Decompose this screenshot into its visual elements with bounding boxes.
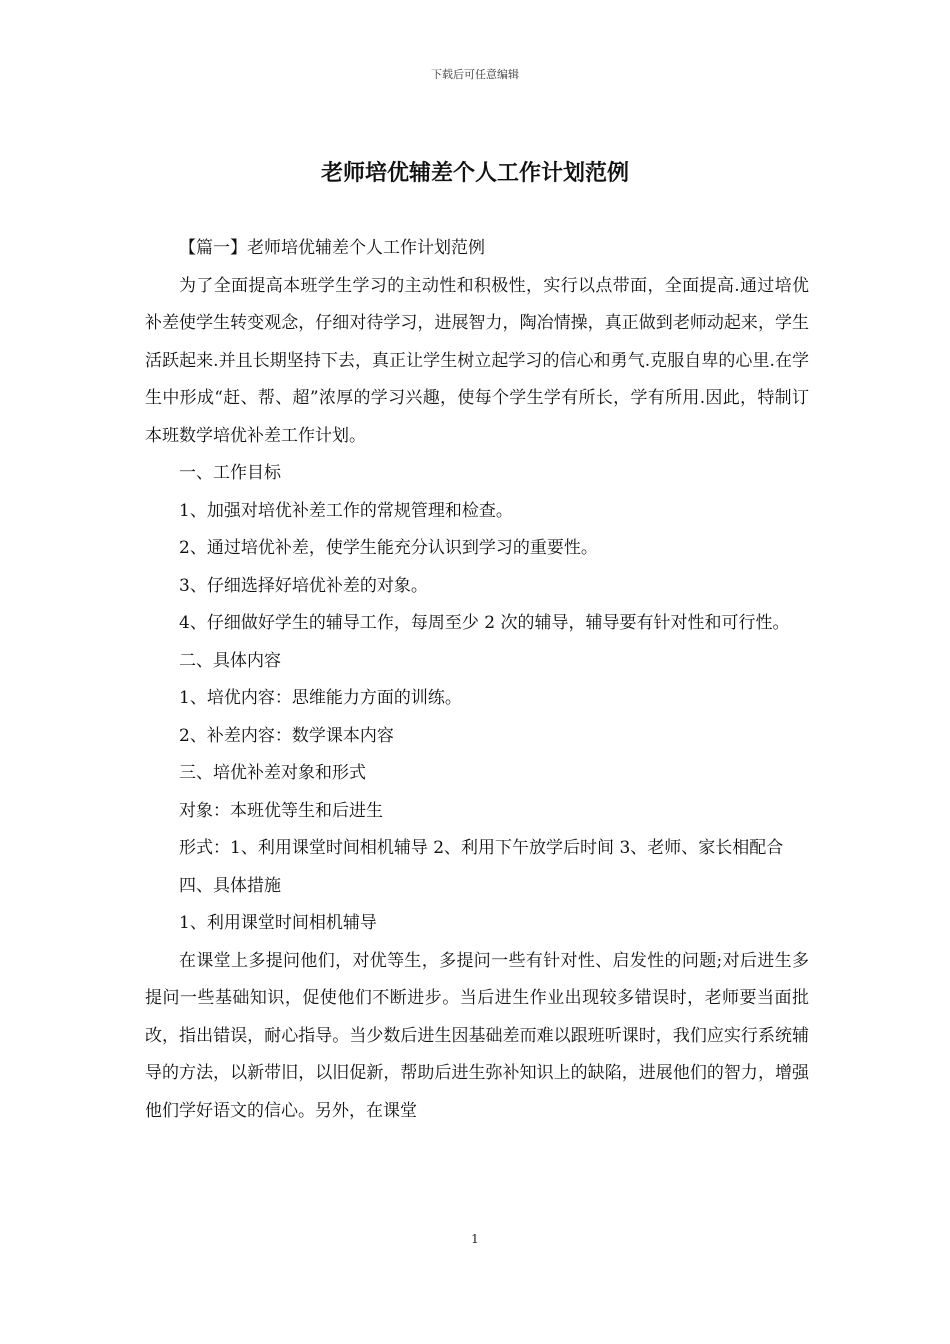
goal-item-2: 2、通过培优补差，使学生能充分认识到学习的重要性。: [179, 538, 598, 558]
measure-paragraph: 在课堂上多提问他们，对优等生，多提问一些有针对性、启发性的问题;对后进生多提问一些基础知识，促使他们不断进步。当后进生作业出现较多错误时，老师要当面批改，指出错误，耐心指导。当少数后进生因基础差而难以跟班听课时，我们应实行系统辅导的方法，以新带旧，以旧促新，帮助后进生弥补知识上的缺陷，进展他们的智力，增强他们学好语文的信心。另外，在课堂: [145, 950, 809, 1121]
document-body: [145, 230, 809, 1130]
intro-paragraph: 为了全面提高本班学生学习的主动性和积极性，实行以点带面，全面提高.通过培优补差使学生转变观念，仔细对待学习，进展智力，陶冶情操，真正做到老师动起来，学生活跃起来.并且长期坚持下去，真正让学生树立起学习的信心和勇气.克服自卑的心里.在学生中形成“赶、帮、超”浓厚的学习兴趣，使每个学生学有所长，学有所用.因此，特制订本班数学培优补差工作计划。: [145, 275, 809, 446]
goal-item-3: 3、仔细选择好培优补差的对象。: [179, 575, 428, 596]
goal-item-1: 1、加强对培优补差工作的常规管理和检查。: [179, 500, 513, 521]
content-item-2: 2、补差内容：数学课本内容: [179, 725, 394, 746]
document-title: 老师培优辅差个人工作计划范例: [320, 160, 629, 186]
page-number: 1: [471, 1232, 479, 1246]
page-header-note: 下载后可任意编辑: [431, 68, 519, 81]
goal-item-4: 4、仔细做好学生的辅导工作，每周至少 2 次的辅导，辅导要有针对性和可行性。: [179, 613, 790, 633]
heading-specific-content: 二、具体内容: [179, 650, 281, 671]
heading-specific-measures: 四、具体措施: [179, 875, 281, 896]
heading-work-goals: 一、工作目标: [179, 463, 281, 483]
content-item-1: 1、培优内容：思维能力方面的训练。: [179, 688, 462, 708]
targets-line: 对象：本班优等生和后进生: [179, 800, 383, 821]
measure-item-1: 1、利用课堂时间相机辅导: [179, 913, 377, 933]
section-heading-part-one: 【篇一】老师培优辅差个人工作计划范例: [179, 238, 485, 258]
forms-line: 形式：1、利用课堂时间相机辅导 2、利用下午放学后时间 3、老师、家长相配合: [179, 838, 784, 858]
heading-targets-and-forms: 三、培优补差对象和形式: [179, 763, 366, 783]
